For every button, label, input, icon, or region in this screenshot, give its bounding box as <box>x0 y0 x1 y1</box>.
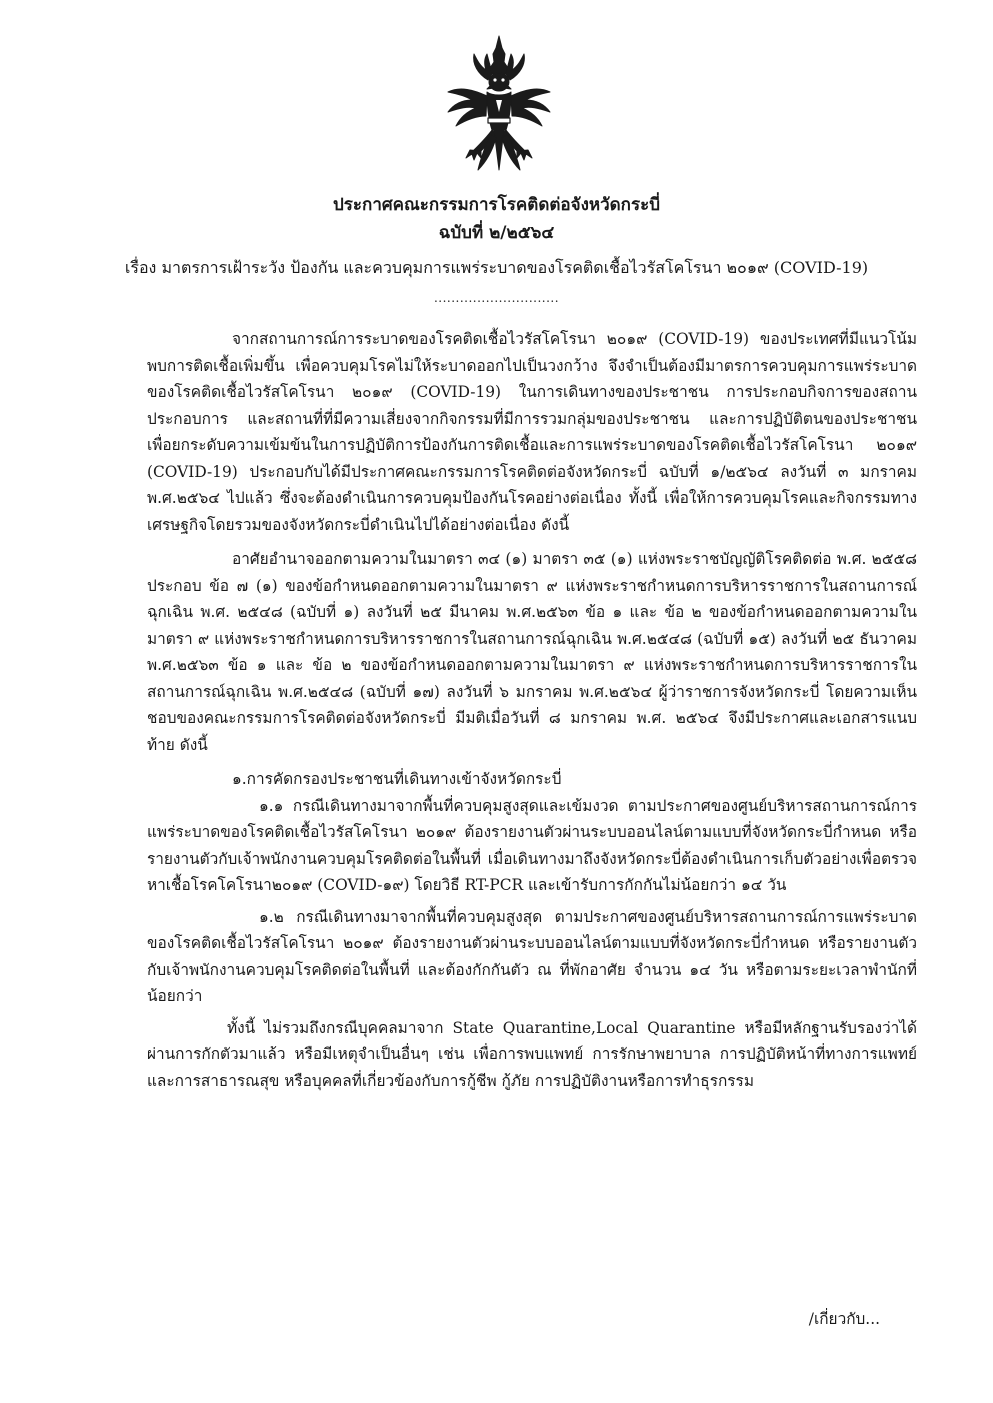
continuation-marker: /เกี่ยวกับ... <box>808 1310 880 1328</box>
garuda-emblem <box>444 34 554 174</box>
section-1-2: ๑.๒ กรณีเดินทางมาจากพื้นที่ควบคุมสูงสุด ตามประกาศของศูนย์บริหารสถานการณ์การแพร่ระบาดของโรคติดเชื้อไวรัสโคโรนา ๒๐๑๙ ต้องรายงานตัวผ่านระบบออนไลน์ตามแบบที่จังหวัดกระบี่กำหนด หรือรายงานตัวกับเจ้าพนักงานควบคุมโรคติดต่อในพื้นที่ และต้องกักกันตัว ณ ที่พักอาศัย จำนวน ๑๔ วัน หรือตามระยะเวลาพำนักที่น้อยกว่า <box>147 907 917 1005</box>
paragraph-background: จากสถานการณ์การระบาดของโรคติดเชื้อไวรัสโคโรนา ๒๐๑๙ (COVID-19) ของประเทศที่มีแนวโน้มพบการติดเชื้อเพิ่มขึ้น เพื่อควบคุมโรคไม่ให้ระบาดออกไปเป็นวงกว้าง จึงจำเป็นต้องมีมาตรการควบคุมการแพร่ระบาดของโรคติดเชื้อไวรัสโคโรนา ๒๐๑๙ (COVID-19) ในการเดินทางของประชาชน การประกอบกิจการของสถานประกอบการ และสถานที่ที่มีความเสี่ยงจากกิจกรรมที่มีการรวมกลุ่มของประชาชน และการปฏิบัติตนของประชาชน เพื่อยกระดับความเข้มข้นในการปฏิบัติการป้องกันการติดเชื้อและการแพร่ระบาดของโรคติดเชื้อไวรัสโคโรนา ๒๐๑๙ (COVID-19) ประกอบกับได้มีประกาศคณะกรรมการโรคติดต่อจังหวัดกระบี่ ฉบับที่ ๑/๒๕๖๔ ลงวันที่ ๓ มกราคม พ.ศ.๒๕๖๔ ไปแล้ว ซึ่งจะต้องดำเนินการควบคุมป้องกันโรคอย่างต่อเนื่อง ทั้งนี้ เพื่อให้การควบคุมโรคและกิจกรรมทางเศรษฐกิจโดยรวมของจังหวัดกระบี่ดำเนินไปได้อย่างต่อเนื่อง ดังนี้ <box>147 330 917 534</box>
section-1-1: ๑.๑ กรณีเดินทางมาจากพื้นที่ควบคุมสูงสุดและเข้มงวด ตามประกาศของศูนย์บริหารสถานการณ์การแพร่ระบาดของโรคติดเชื้อไวรัสโคโรนา ๒๐๑๙ ต้องรายงานตัวผ่านระบบออนไลน์ตามแบบที่จังหวัดกระบี่กำหนด หรือรายงานตัวกับเจ้าพนักงานควบคุมโรคติดต่อในพื้นที่ เมื่อเดินทางมาถึงจังหวัดกระบี่ต้องดำเนินการเก็บตัวอย่างเพื่อตรวจหาเชื้อโรคโคโรนา๒๐๑๙ (COVID-๑๙) โดยวิธี RT-PCR และเข้ารับการกักกันไม่น้อยกว่า ๑๔ วัน <box>147 796 917 894</box>
paragraph-legal-authority: อาศัยอำนาจออกตามความในมาตรา ๓๔ (๑) มาตรา ๓๕ (๑) แห่งพระราชบัญญัติโรคติดต่อ พ.ศ. ๒๕๕๘ ประกอบ ข้อ ๗ (๑) ของข้อกำหนดออกตามความในมาตรา ๙ แห่งพระราชกำหนดการบริหารราชการในสถานการณ์ฉุกเฉิน พ.ศ. ๒๕๔๘ (ฉบับที่ ๑) ลงวันที่ ๒๕ มีนาคม พ.ศ.๒๕๖๓ ข้อ ๑ และ ข้อ ๒ ของข้อกำหนดออกตามความในมาตรา ๙ แห่งพระราชกำหนดการบริหารราชการในสถานการณ์ฉุกเฉิน พ.ศ.๒๕๔๘ (ฉบับที่ ๑๕) ลงวันที่ ๒๕ ธันวาคม พ.ศ.๒๕๖๓ ข้อ ๑ และ ข้อ ๒ ของข้อกำหนดออกตามความในมาตรา ๙ แห่งพระราชกำหนดการบริหารราชการในสถานการณ์ฉุกเฉิน พ.ศ.๒๕๔๘ (ฉบับที่ ๑๗) ลงวันที่ ๖ มกราคม พ.ศ.๒๕๖๔ ผู้ว่าราชการจังหวัดกระบี่ โดยความเห็นชอบของคณะกรรมการโรคติดต่อจังหวัดกระบี่ มีมติเมื่อวันที่ ๘ มกราคม พ.ศ. ๒๕๖๔ จึงมีประกาศและเอกสารแนบท้าย ดังนี้ <box>147 550 917 754</box>
document-body <box>147 326 917 1094</box>
issue-number: ฉบับที่ ๒/๒๕๖๔ <box>438 223 555 243</box>
separator-line: ............................. <box>433 291 560 305</box>
section-1-note: ทั้งนี้ ไม่รวมถึงกรณีบุคคลมาจาก State Quarantine,Local Quarantine หรือมีหลักฐานรับรองว่าได้ผ่านการกักตัวมาแล้ว หรือมีเหตุจำเป็นอื่นๆ เช่น เพื่อการพบแพทย์ การรักษาพยาบาล การปฏิบัติหน้าที่ทางการแพทย์และการสาธารณสุข หรือบุคคลที่เกี่ยวข้องกับการกู้ชีพ กู้ภัย การปฏิบัติงานหรือการทำธุรกรรม <box>147 1018 917 1090</box>
announcement-subject: เรื่อง มาตรการเฝ้าระวัง ป้องกัน และควบคุมการแพร่ระบาดของโรคติดเชื้อไวรัสโคโรนา ๒๐๑๙ (COVID-19) <box>124 258 869 277</box>
section-1-heading: ๑.การคัดกรองประชาชนที่เดินทางเข้าจังหวัดกระบี่ <box>232 770 562 788</box>
announcement-title: ประกาศคณะกรรมการโรคติดต่อจังหวัดกระบี่ <box>332 195 661 215</box>
